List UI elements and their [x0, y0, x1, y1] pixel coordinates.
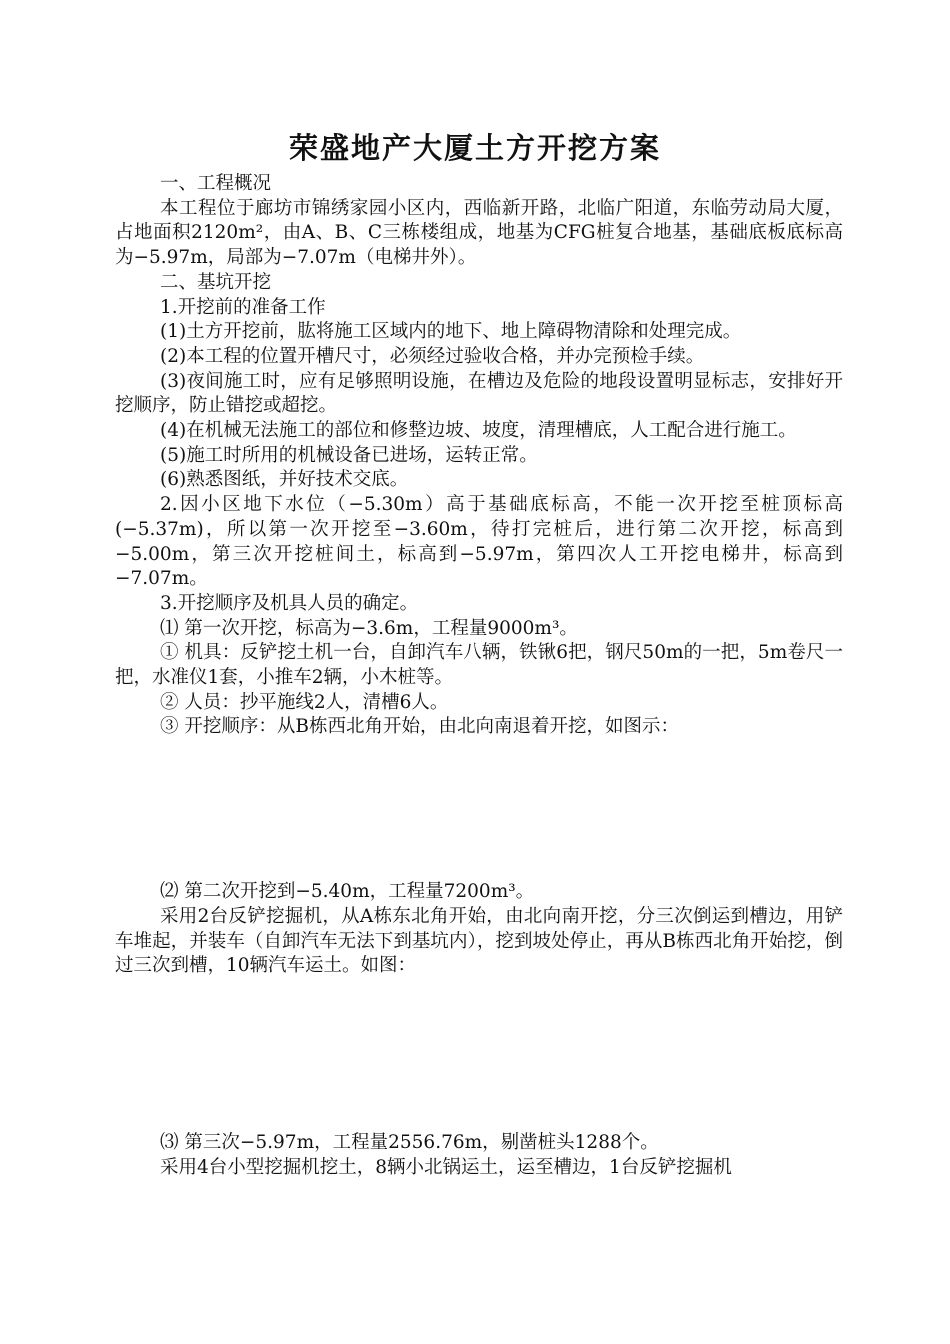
prep-item-1: (1)土方开挖前，肱将施工区域内的地下、地上障碍物清除和处理完成。: [160, 321, 742, 343]
first-personnel: ② 人员：抄平施线2人，清槽6人。: [160, 691, 449, 713]
document-body: [115, 172, 843, 1180]
prep-item-6: (6)熟悉图纸，并好技术交底。: [160, 469, 409, 491]
third-excavation: ⑶ 第三次−5.97m，工程量2556.76m，剔凿桩头1288个。: [160, 1131, 659, 1153]
second-method: 采用2台反铲挖掘机，从A栋东北角开始，由北向南开挖，分三次倒运到槽边，用铲车堆起，并装车（自卸汽车无法下到基坑内），挖到坡处停止，再从B栋西北角开始挖，倒过三次到槽，10辆汽车运土。如图：: [115, 905, 843, 977]
document-title: 荣盛地产大厦土方开挖方案: [288, 131, 661, 165]
groundwater-paragraph: 2.因小区地下水位（−5.30m）高于基础底标高，不能一次开挖至桩顶标高(−5.37m)，所以第一次开挖至−3.60m，待打完桩后，进行第二次开挖，标高到−5.00m，第三次开挖桩间土，标高到−5.97m，第四次人工开挖电梯井，标高到−7.07m。: [115, 494, 843, 590]
section-heading-excavation: 二、基坑开挖: [160, 271, 272, 293]
overview-paragraph: 本工程位于廊坊市锦绣家园小区内，西临新开路，北临广阳道，东临劳动局大厦，占地面积2120m²，由A、B、C三栋楼组成，地基为CFG桩复合地基，基础底板底标高为−5.97m，局部为−7.07m（电梯井外）。: [115, 197, 843, 269]
subheading-preparation: 1.开挖前的准备工作: [160, 296, 326, 318]
second-excavation: ⑵ 第二次开挖到−5.40m，工程量7200m³。: [160, 881, 535, 903]
first-excavation: ⑴ 第一次开挖，标高为−3.6m，工程量9000m³。: [160, 617, 578, 639]
prep-item-5: (5)施工时所用的机械设备已进场，运转正常。: [160, 444, 538, 466]
prep-item-4: (4)在机械无法施工的部位和修整边坡、坡度，清理槽底，人工配合进行施工。: [160, 420, 797, 442]
first-equipment: ① 机具：反铲挖土机一台，自卸汽车八辆，铁锹6把，钢尺50m的一把，5m卷尺一把，水准仪1套，小推车2辆，小木桩等。: [115, 642, 843, 689]
prep-item-3: (3)夜间施工时，应有足够照明设施，在槽边及危险的地段设置明显标志，安排好开挖顺序，防止错挖或超挖。: [115, 370, 843, 417]
figure-placeholder-1: [115, 740, 843, 880]
figure-placeholder-2: [115, 979, 843, 1131]
first-sequence: ③ 开挖顺序：从B栋西北角开始，由北向南退着开挖，如图示：: [160, 716, 679, 738]
prep-item-2: (2)本工程的位置开槽尺寸，必须经过验收合格，并办完预检手续。: [160, 345, 705, 367]
subheading-sequence: 3.开挖顺序及机具人员的确定。: [160, 592, 419, 614]
section-heading-overview: 一、工程概况: [160, 173, 272, 194]
third-method: 采用4台小型挖掘机挖土，8辆小北锅运土，运至槽边，1台反铲挖掘机: [160, 1156, 732, 1178]
